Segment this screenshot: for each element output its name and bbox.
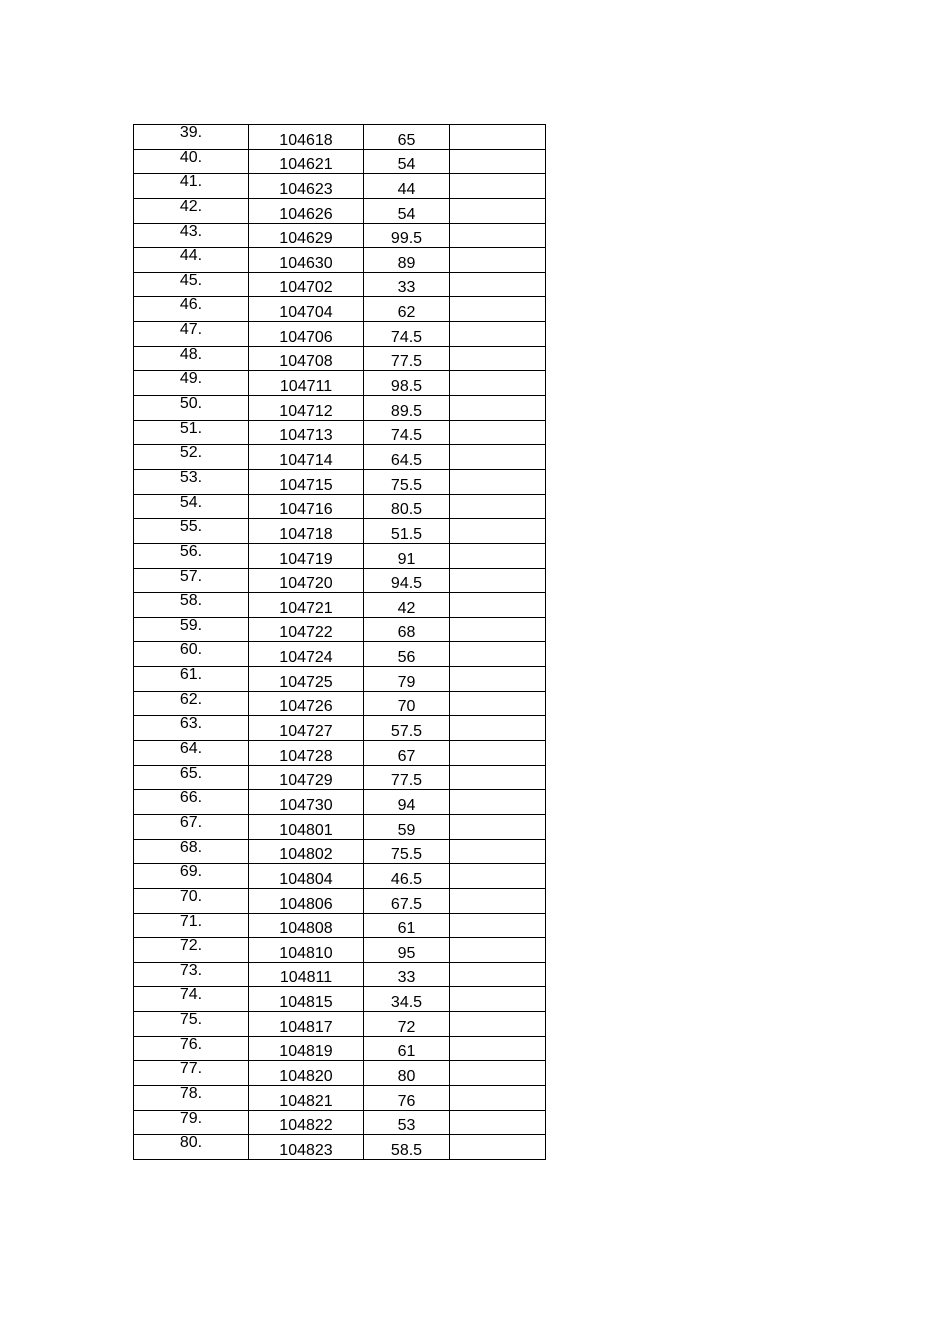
id-cell: 104801 (249, 814, 364, 839)
score-cell: 70 (364, 691, 450, 716)
table-row (134, 642, 546, 667)
score-cell: 58.5 (364, 1135, 450, 1160)
id-cell: 104716 (249, 494, 364, 519)
table-row (134, 469, 546, 494)
row-index-cell: 63. (134, 716, 249, 741)
score-cell: 94.5 (364, 568, 450, 593)
table-row (134, 716, 546, 741)
empty-cell (450, 346, 546, 371)
id-cell: 104815 (249, 987, 364, 1012)
empty-cell (450, 297, 546, 322)
empty-cell (450, 1110, 546, 1135)
table-row (134, 790, 546, 815)
id-cell: 104714 (249, 445, 364, 470)
table-row (134, 814, 546, 839)
table-row (134, 371, 546, 396)
id-cell: 104618 (249, 125, 364, 150)
id-cell: 104802 (249, 839, 364, 864)
table-row (134, 962, 546, 987)
table-row (134, 420, 546, 445)
id-cell: 104806 (249, 888, 364, 913)
table-row (134, 691, 546, 716)
table-row (134, 864, 546, 889)
empty-cell (450, 765, 546, 790)
id-cell: 104630 (249, 248, 364, 273)
empty-cell (450, 617, 546, 642)
row-index-cell: 73. (134, 962, 249, 987)
empty-cell (450, 962, 546, 987)
row-index-cell: 44. (134, 248, 249, 273)
table-row (134, 987, 546, 1012)
score-cell: 98.5 (364, 371, 450, 396)
empty-cell (450, 667, 546, 692)
row-index-cell: 64. (134, 741, 249, 766)
row-index-cell: 77. (134, 1061, 249, 1086)
row-index-cell: 46. (134, 297, 249, 322)
id-cell: 104728 (249, 741, 364, 766)
row-index-cell: 68. (134, 839, 249, 864)
score-table-body (134, 125, 546, 1160)
id-cell: 104715 (249, 469, 364, 494)
empty-cell (450, 223, 546, 248)
table-row (134, 1061, 546, 1086)
empty-cell (450, 272, 546, 297)
empty-cell (450, 149, 546, 174)
table-row (134, 125, 546, 150)
empty-cell (450, 741, 546, 766)
id-cell: 104708 (249, 346, 364, 371)
score-cell: 33 (364, 272, 450, 297)
row-index-cell: 41. (134, 174, 249, 199)
empty-cell (450, 494, 546, 519)
row-index-cell: 62. (134, 691, 249, 716)
score-cell: 61 (364, 1036, 450, 1061)
score-cell: 75.5 (364, 469, 450, 494)
id-cell: 104811 (249, 962, 364, 987)
id-cell: 104621 (249, 149, 364, 174)
score-cell: 65 (364, 125, 450, 150)
row-index-cell: 56. (134, 543, 249, 568)
score-cell: 95 (364, 938, 450, 963)
row-index-cell: 59. (134, 617, 249, 642)
row-index-cell: 57. (134, 568, 249, 593)
row-index-cell: 54. (134, 494, 249, 519)
score-cell: 74.5 (364, 322, 450, 347)
table-row (134, 543, 546, 568)
empty-cell (450, 642, 546, 667)
table-row (134, 519, 546, 544)
score-cell: 51.5 (364, 519, 450, 544)
score-cell: 89.5 (364, 396, 450, 421)
empty-cell (450, 1012, 546, 1037)
empty-cell (450, 371, 546, 396)
row-index-cell: 45. (134, 272, 249, 297)
row-index-cell: 50. (134, 396, 249, 421)
score-cell: 33 (364, 962, 450, 987)
score-cell: 77.5 (364, 346, 450, 371)
id-cell: 104819 (249, 1036, 364, 1061)
empty-cell (450, 790, 546, 815)
empty-cell (450, 396, 546, 421)
table-row (134, 938, 546, 963)
row-index-cell: 43. (134, 223, 249, 248)
table-row (134, 198, 546, 223)
table-row (134, 396, 546, 421)
table-row (134, 913, 546, 938)
row-index-cell: 52. (134, 445, 249, 470)
empty-cell (450, 1061, 546, 1086)
score-cell: 62 (364, 297, 450, 322)
id-cell: 104727 (249, 716, 364, 741)
row-index-cell: 42. (134, 198, 249, 223)
table-row (134, 667, 546, 692)
empty-cell (450, 913, 546, 938)
score-cell: 99.5 (364, 223, 450, 248)
empty-cell (450, 248, 546, 273)
id-cell: 104820 (249, 1061, 364, 1086)
row-index-cell: 65. (134, 765, 249, 790)
empty-cell (450, 322, 546, 347)
table-row (134, 741, 546, 766)
row-index-cell: 49. (134, 371, 249, 396)
id-cell: 104817 (249, 1012, 364, 1037)
id-cell: 104729 (249, 765, 364, 790)
id-cell: 104823 (249, 1135, 364, 1160)
id-cell: 104721 (249, 593, 364, 618)
table-row (134, 297, 546, 322)
score-cell: 59 (364, 814, 450, 839)
score-cell: 54 (364, 198, 450, 223)
empty-cell (450, 593, 546, 618)
table-row (134, 445, 546, 470)
row-index-cell: 69. (134, 864, 249, 889)
score-cell: 80.5 (364, 494, 450, 519)
row-index-cell: 55. (134, 519, 249, 544)
empty-cell (450, 716, 546, 741)
row-index-cell: 75. (134, 1012, 249, 1037)
id-cell: 104706 (249, 322, 364, 347)
table-row (134, 1012, 546, 1037)
row-index-cell: 71. (134, 913, 249, 938)
table-row (134, 1085, 546, 1110)
table-row (134, 888, 546, 913)
score-cell: 54 (364, 149, 450, 174)
table-row (134, 322, 546, 347)
id-cell: 104629 (249, 223, 364, 248)
score-cell: 68 (364, 617, 450, 642)
empty-cell (450, 888, 546, 913)
row-index-cell: 51. (134, 420, 249, 445)
empty-cell (450, 839, 546, 864)
score-cell: 80 (364, 1061, 450, 1086)
empty-cell (450, 1085, 546, 1110)
row-index-cell: 47. (134, 322, 249, 347)
table-row (134, 223, 546, 248)
score-cell: 72 (364, 1012, 450, 1037)
id-cell: 104722 (249, 617, 364, 642)
empty-cell (450, 814, 546, 839)
score-cell: 74.5 (364, 420, 450, 445)
id-cell: 104720 (249, 568, 364, 593)
table-row (134, 839, 546, 864)
row-index-cell: 79. (134, 1110, 249, 1135)
score-cell: 34.5 (364, 987, 450, 1012)
score-cell: 61 (364, 913, 450, 938)
empty-cell (450, 938, 546, 963)
id-cell: 104713 (249, 420, 364, 445)
empty-cell (450, 691, 546, 716)
id-cell: 104724 (249, 642, 364, 667)
row-index-cell: 72. (134, 938, 249, 963)
score-cell: 94 (364, 790, 450, 815)
empty-cell (450, 1036, 546, 1061)
table-row (134, 346, 546, 371)
table-row (134, 272, 546, 297)
id-cell: 104704 (249, 297, 364, 322)
id-cell: 104712 (249, 396, 364, 421)
empty-cell (450, 420, 546, 445)
table-row (134, 617, 546, 642)
row-index-cell: 80. (134, 1135, 249, 1160)
empty-cell (450, 198, 546, 223)
table-row (134, 1036, 546, 1061)
row-index-cell: 39. (134, 125, 249, 150)
id-cell: 104725 (249, 667, 364, 692)
id-cell: 104718 (249, 519, 364, 544)
row-index-cell: 40. (134, 149, 249, 174)
id-cell: 104719 (249, 543, 364, 568)
id-cell: 104626 (249, 198, 364, 223)
empty-cell (450, 174, 546, 199)
row-index-cell: 58. (134, 593, 249, 618)
id-cell: 104808 (249, 913, 364, 938)
id-cell: 104804 (249, 864, 364, 889)
score-cell: 76 (364, 1085, 450, 1110)
score-cell: 75.5 (364, 839, 450, 864)
empty-cell (450, 469, 546, 494)
score-cell: 64.5 (364, 445, 450, 470)
row-index-cell: 48. (134, 346, 249, 371)
score-cell: 67 (364, 741, 450, 766)
score-cell: 42 (364, 593, 450, 618)
id-cell: 104726 (249, 691, 364, 716)
empty-cell (450, 543, 546, 568)
score-cell: 89 (364, 248, 450, 273)
table-row (134, 593, 546, 618)
score-cell: 53 (364, 1110, 450, 1135)
row-index-cell: 76. (134, 1036, 249, 1061)
table-row (134, 1110, 546, 1135)
score-cell: 91 (364, 543, 450, 568)
table-row (134, 174, 546, 199)
table-row (134, 568, 546, 593)
score-cell: 56 (364, 642, 450, 667)
score-cell: 57.5 (364, 716, 450, 741)
score-table (133, 124, 546, 1160)
table-row (134, 248, 546, 273)
empty-cell (450, 445, 546, 470)
score-cell: 44 (364, 174, 450, 199)
row-index-cell: 61. (134, 667, 249, 692)
empty-cell (450, 519, 546, 544)
score-cell: 77.5 (364, 765, 450, 790)
empty-cell (450, 1135, 546, 1160)
empty-cell (450, 125, 546, 150)
table-row (134, 765, 546, 790)
row-index-cell: 66. (134, 790, 249, 815)
id-cell: 104623 (249, 174, 364, 199)
table-row (134, 1135, 546, 1160)
score-cell: 67.5 (364, 888, 450, 913)
id-cell: 104810 (249, 938, 364, 963)
score-cell: 79 (364, 667, 450, 692)
id-cell: 104711 (249, 371, 364, 396)
row-index-cell: 70. (134, 888, 249, 913)
table-row (134, 149, 546, 174)
score-cell: 46.5 (364, 864, 450, 889)
row-index-cell: 78. (134, 1085, 249, 1110)
row-index-cell: 60. (134, 642, 249, 667)
row-index-cell: 53. (134, 469, 249, 494)
empty-cell (450, 864, 546, 889)
row-index-cell: 67. (134, 814, 249, 839)
id-cell: 104730 (249, 790, 364, 815)
row-index-cell: 74. (134, 987, 249, 1012)
id-cell: 104702 (249, 272, 364, 297)
id-cell: 104822 (249, 1110, 364, 1135)
id-cell: 104821 (249, 1085, 364, 1110)
empty-cell (450, 568, 546, 593)
table-row (134, 494, 546, 519)
empty-cell (450, 987, 546, 1012)
